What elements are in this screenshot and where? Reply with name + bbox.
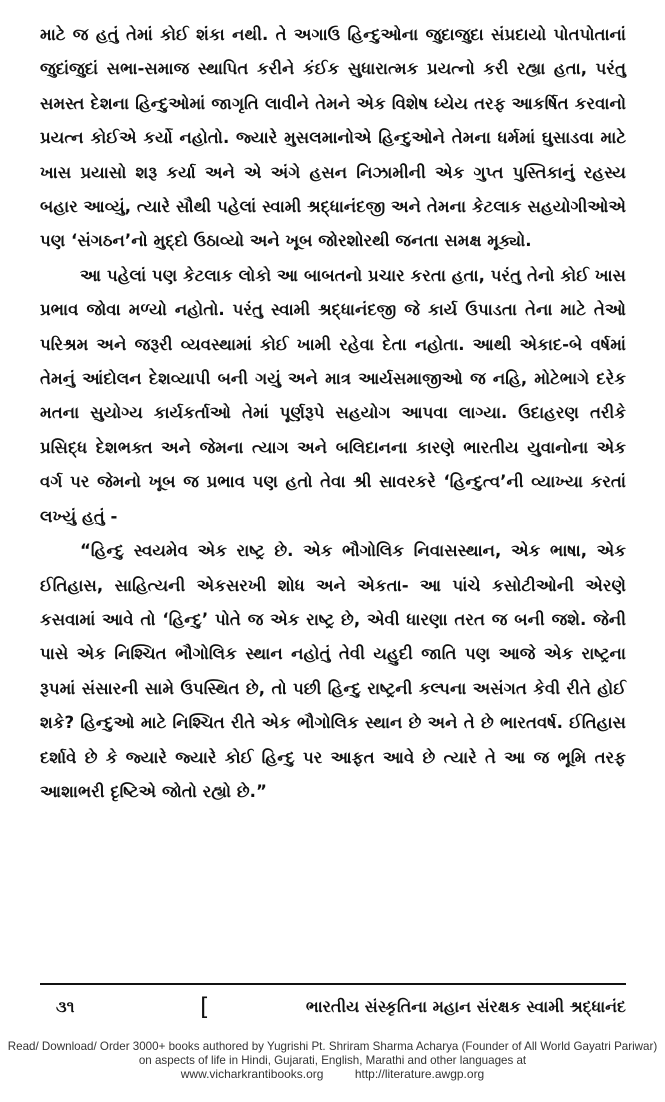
vicharkranti-link[interactable]: www.vicharkrantibooks.org [180,1067,324,1081]
book-title: ભારતીય સંસ્કૃતિના મહાન સંરક્ષક સ્વામી શ્રદ્ધાનંદ [305,997,626,1016]
footer-divider [40,983,626,985]
footer-bracket: [ [200,993,210,1021]
page-number: ૩૧ [56,997,75,1016]
paragraph-1: માટે જ હતું તેમાં કોઈ શંકા નથી. તે અગાઉ હિન્દુઓના જુદાજુદા સંપ્રદાયો પોતપોતાનાં જુદાંજુદાં સભા-સમાજ સ્થાપિત કરીને કંઈક સુધારાત્મક પ્રયત્નો કરી રહ્યા હતા, પરંતુ સમસ્ત દેશના હિન્દુઓમાં જાગૃતિ લાવીને તેમને એક વિશેષ ધ્યેય તરફ આકર્ષિત કરવાનો પ્રયત્ન કોઈએ કર્યો નહોતો. જ્યારે મુસલમાનોએ હિન્દુઓને તેમના ધર્મમાં ઘુસાડવા માટે ખાસ પ્રયાસો શરૂ કર્યા અને એ અંગે હસન નિઝામીની એક ગુપ્ત પુસ્તિકાનું રહસ્ય બહાર આવ્યું, ત્યારે સૌથી પહેલાં સ્વામી શ્રદ્ધાનંદજી અને તેમના કેટલાક સહયોગીઓએ પણ ‘સંગઠન’નો મુદ્દો ઉઠાવ્યો અને ખૂબ જોરશોરથી જનતા સમક્ષ મૂક્યો. [40,25,626,251]
running-footer [40,993,626,1025]
page-body [40,18,626,809]
paragraph-2: આ પહેલાં પણ કેટલાક લોકો આ બાબતનો પ્રચાર કરતા હતા, પરંતુ તેનો કોઈ ખાસ પ્રભાવ જોવા મળ્યો નહોતો. પરંતુ સ્વામી શ્રદ્ધાનંદજી જે કાર્ય ઉપાડતા તેના માટે તેઓ પરિશ્રમ અને જરૂરી વ્યવસ્થામાં કોઈ ખામી રહેવા દેતા નહોતા. આથી એકાદ-બે વર્ષમાં તેમનું આંદોલન દેશવ્યાપી બની ગયું અને માત્ર આર્યસમાજીઓ જ નહિ, મોટેભાગે દરેક મતના સુયોગ્ય કાર્યકર્તાઓ તેમાં પૂર્ણરૂપે સહયોગ આપવા લાગ્યા. ઉદાહરણ તરીકે પ્રસિદ્ધ દેશભક્ત અને જેમના ત્યાગ અને બલિદાનના કારણે ભારતીય યુવાનોના એક વર્ગ પર જેમનો ખૂબ જ પ્રભાવ પણ હતો તેવા શ્રી સાવરકરે ‘હિન્દુત્વ’ની વ્યાખ્યા કરતાં લખ્યું હતું - [40,265,626,526]
credit-links [0,1067,665,1082]
awgp-link[interactable]: http://literature.awgp.org [354,1067,485,1081]
credit-note: Read/ Download/ Order 3000+ books authored by Yugrishi Pt. Shriram Sharma Acharya (Founder of All World Gayatri Pariwar) on aspects of life in Hindi, Gujarati, English, Marathi and other languages at [7,1040,658,1067]
paragraph-3-quote: “હિન્દુ સ્વયમેવ એક રાષ્ટ્ર છે. એક ભૌગોલિક નિવાસસ્થાન, એક ભાષા, એક ઈતિહાસ, સાહિત્યની એકસરખી શોધ અને એકતા- આ પાંચે કસોટીઓની એરણે કસવામાં આવે તો ‘હિન્દુ’ પોતે જ એક રાષ્ટ્ર છે, એવી ધારણા તરત જ બની જશે. જેની પાસે એક નિશ્ચિત ભૌગોલિક સ્થાન નહોતું તેવી યહુદી જાતિ પણ આજે એક રાષ્ટ્રના રૂપમાં સંસારની સામે ઉપસ્થિત છે, તો પછી હિન્દુ રાષ્ટ્રની કલ્પના અસંગત કેવી રીતે હોઈ શકે? હિન્દુઓ માટે નિશ્ચિત રીતે એક ભૌગોલિક સ્થાન છે અને તે છે ભારતવર્ષ. ઈતિહાસ દર્શાવે છે કે જ્યારે જ્યારે કોઈ હિન્દુ પર આફત આવે છે ત્યારે તે આ જ ભૂમિ તરફ આશાભરી દૃષ્ટિએ જોતો રહ્યો છે.” [40,541,626,801]
